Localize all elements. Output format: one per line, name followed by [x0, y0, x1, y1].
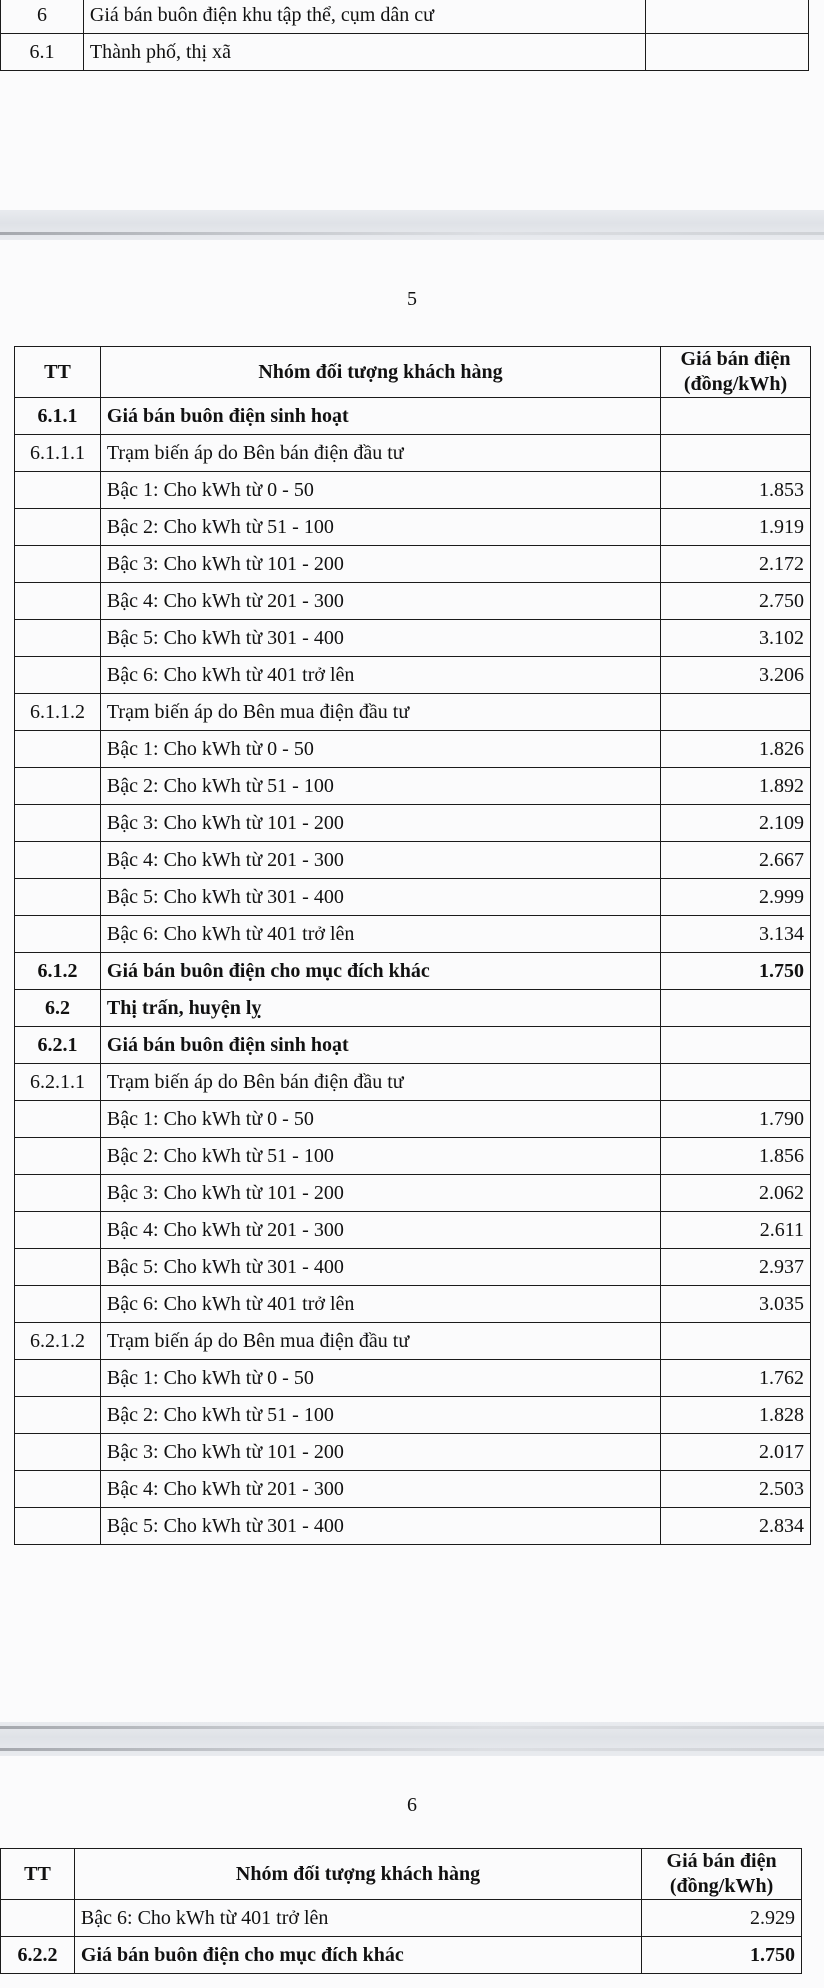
row-price: 1.853 [661, 472, 811, 509]
row-tt [15, 657, 101, 694]
row-tt [15, 1249, 101, 1286]
row-tt [15, 1434, 101, 1471]
table-row [15, 731, 811, 768]
price-table [0, 1848, 802, 1974]
row-tt: 6.1.1.1 [15, 435, 101, 472]
row-customer-group: Bậc 1: Cho kWh từ 0 - 50 [100, 1360, 660, 1397]
table-row [15, 953, 811, 990]
row-customer-group: Thị trấn, huyện lỵ [100, 990, 660, 1027]
row-tt [15, 583, 101, 620]
row-customer-group: Trạm biến áp do Bên mua điện đầu tư [100, 694, 660, 731]
row-tt [15, 1138, 101, 1175]
row-tt: 6.1 [1, 34, 84, 71]
page-5 [0, 240, 824, 1722]
row-price: 1.750 [661, 953, 811, 990]
row-customer-group: Bậc 5: Cho kWh từ 301 - 400 [100, 1508, 660, 1545]
row-tt: 6.2.1 [15, 1027, 101, 1064]
table-row [15, 694, 811, 731]
table-row [15, 768, 811, 805]
table-row [1, 34, 809, 71]
row-price: 2.172 [661, 546, 811, 583]
row-price [661, 694, 811, 731]
row-tt [15, 768, 101, 805]
table-row [1, 1937, 802, 1974]
row-tt: 6.2.1.2 [15, 1323, 101, 1360]
row-price: 3.102 [661, 620, 811, 657]
row-price: 2.062 [661, 1175, 811, 1212]
row-customer-group: Trạm biến áp do Bên bán điện đầu tư [100, 1064, 660, 1101]
row-price: 1.750 [642, 1937, 802, 1974]
row-customer-group: Giá bán buôn điện khu tập thể, cụm dân cư [83, 0, 645, 34]
row-tt [15, 546, 101, 583]
row-price [661, 398, 811, 435]
row-price [661, 990, 811, 1027]
row-price: 2.937 [661, 1249, 811, 1286]
table-row [15, 879, 811, 916]
page-fragment-top [0, 0, 824, 210]
row-customer-group: Bậc 1: Cho kWh từ 0 - 50 [100, 472, 660, 509]
row-tt [15, 1175, 101, 1212]
table-row [15, 546, 811, 583]
row-customer-group: Giá bán buôn điện cho mục đích khác [100, 953, 660, 990]
page-number: 5 [407, 288, 417, 310]
row-tt: 6 [1, 0, 84, 34]
table-row [15, 1323, 811, 1360]
header-customer-group: Nhóm đối tượng khách hàng [100, 347, 660, 398]
table-row [15, 1508, 811, 1545]
header-price [642, 1849, 802, 1900]
row-customer-group: Bậc 5: Cho kWh từ 301 - 400 [100, 879, 660, 916]
row-tt: 6.2.1.1 [15, 1064, 101, 1101]
table-row [15, 1471, 811, 1508]
row-customer-group: Bậc 3: Cho kWh từ 101 - 200 [100, 1175, 660, 1212]
header-tt: TT [1, 1849, 75, 1900]
row-customer-group: Bậc 6: Cho kWh từ 401 trở lên [100, 916, 660, 953]
row-customer-group: Bậc 2: Cho kWh từ 51 - 100 [100, 1397, 660, 1434]
row-tt: 6.2 [15, 990, 101, 1027]
row-tt [15, 879, 101, 916]
header-price-line2: (đồng/kWh) [669, 1875, 774, 1897]
row-customer-group: Bậc 2: Cho kWh từ 51 - 100 [100, 768, 660, 805]
table-row [15, 1138, 811, 1175]
row-tt [15, 620, 101, 657]
table-row [15, 1286, 811, 1323]
row-tt [15, 805, 101, 842]
row-customer-group: Bậc 1: Cho kWh từ 0 - 50 [100, 731, 660, 768]
row-customer-group: Bậc 4: Cho kWh từ 201 - 300 [100, 842, 660, 879]
row-price: 3.134 [661, 916, 811, 953]
row-customer-group: Bậc 2: Cho kWh từ 51 - 100 [100, 509, 660, 546]
row-tt [15, 916, 101, 953]
row-tt: 6.2.2 [1, 1937, 75, 1974]
table-row [15, 1027, 811, 1064]
table-row [15, 657, 811, 694]
row-price [661, 435, 811, 472]
row-customer-group: Bậc 6: Cho kWh từ 401 trở lên [100, 1286, 660, 1323]
table-row [15, 842, 811, 879]
row-price: 2.750 [661, 583, 811, 620]
row-customer-group: Bậc 3: Cho kWh từ 101 - 200 [100, 546, 660, 583]
row-price [661, 1027, 811, 1064]
table-row [1, 1900, 802, 1937]
table-header-row [1, 1849, 802, 1900]
row-price: 1.856 [661, 1138, 811, 1175]
row-tt [15, 1508, 101, 1545]
page-number: 6 [407, 1794, 417, 1816]
row-customer-group: Giá bán buôn điện sinh hoạt [100, 398, 660, 435]
row-price: 2.611 [661, 1212, 811, 1249]
row-price: 1.790 [661, 1101, 811, 1138]
table-header-row [15, 347, 811, 398]
row-customer-group: Bậc 5: Cho kWh từ 301 - 400 [100, 1249, 660, 1286]
table-row [15, 1434, 811, 1471]
row-price: 2.667 [661, 842, 811, 879]
row-customer-group: Trạm biến áp do Bên bán điện đầu tư [100, 435, 660, 472]
page-6 [0, 1756, 824, 1988]
row-price: 1.828 [661, 1397, 811, 1434]
row-customer-group: Bậc 3: Cho kWh từ 101 - 200 [100, 1434, 660, 1471]
table-row [15, 1397, 811, 1434]
row-tt [1, 1900, 75, 1937]
row-price: 2.929 [642, 1900, 802, 1937]
row-price: 2.109 [661, 805, 811, 842]
table-row [15, 1175, 811, 1212]
header-price-line1: Giá bán điện [666, 1850, 777, 1872]
header-price-line2: (đồng/kWh) [683, 373, 788, 395]
table-row [15, 805, 811, 842]
table-row [15, 583, 811, 620]
row-price: 1.892 [661, 768, 811, 805]
row-tt [15, 1101, 101, 1138]
table-row [15, 916, 811, 953]
row-price: 1.826 [661, 731, 811, 768]
row-price: 2.017 [661, 1434, 811, 1471]
table-row [15, 398, 811, 435]
header-customer-group: Nhóm đối tượng khách hàng [74, 1849, 641, 1900]
table-row [1, 0, 809, 34]
row-tt [15, 842, 101, 879]
row-price: 2.834 [661, 1508, 811, 1545]
row-customer-group: Bậc 6: Cho kWh từ 401 trở lên [100, 657, 660, 694]
row-customer-group: Bậc 4: Cho kWh từ 201 - 300 [100, 1471, 660, 1508]
page-separator [0, 210, 824, 240]
row-price: 1.762 [661, 1360, 811, 1397]
row-price: 2.503 [661, 1471, 811, 1508]
row-tt: 6.1.1 [15, 398, 101, 435]
row-tt: 6.1.1.2 [15, 694, 101, 731]
page-separator [0, 1722, 824, 1756]
row-customer-group: Bậc 4: Cho kWh từ 201 - 300 [100, 583, 660, 620]
header-price-line1: Giá bán điện [680, 348, 791, 370]
row-price [646, 34, 809, 71]
row-customer-group: Bậc 6: Cho kWh từ 401 trở lên [74, 1900, 641, 1937]
table-row [15, 1064, 811, 1101]
row-customer-group: Bậc 2: Cho kWh từ 51 - 100 [100, 1138, 660, 1175]
row-tt [15, 1471, 101, 1508]
table-row [15, 1212, 811, 1249]
table-row [15, 990, 811, 1027]
row-price: 1.919 [661, 509, 811, 546]
row-tt [15, 472, 101, 509]
table-row [15, 1360, 811, 1397]
row-customer-group: Trạm biến áp do Bên mua điện đầu tư [100, 1323, 660, 1360]
row-customer-group: Thành phố, thị xã [83, 34, 645, 71]
price-table-fragment [0, 0, 809, 71]
table-row [15, 1249, 811, 1286]
row-tt [15, 1212, 101, 1249]
row-price: 3.035 [661, 1286, 811, 1323]
table-row [15, 1101, 811, 1138]
price-table [14, 346, 811, 1545]
header-price [661, 347, 811, 398]
row-customer-group: Giá bán buôn điện cho mục đích khác [74, 1937, 641, 1974]
row-customer-group: Bậc 4: Cho kWh từ 201 - 300 [100, 1212, 660, 1249]
row-price: 2.999 [661, 879, 811, 916]
row-customer-group: Bậc 5: Cho kWh từ 301 - 400 [100, 620, 660, 657]
row-tt [15, 1286, 101, 1323]
row-customer-group: Bậc 3: Cho kWh từ 101 - 200 [100, 805, 660, 842]
table-row [15, 620, 811, 657]
row-customer-group: Giá bán buôn điện sinh hoạt [100, 1027, 660, 1064]
row-customer-group: Bậc 1: Cho kWh từ 0 - 50 [100, 1101, 660, 1138]
row-tt [15, 731, 101, 768]
row-tt [15, 1397, 101, 1434]
table-row [15, 435, 811, 472]
row-price [661, 1323, 811, 1360]
row-tt [15, 509, 101, 546]
row-tt: 6.1.2 [15, 953, 101, 990]
row-price [646, 0, 809, 34]
row-tt [15, 1360, 101, 1397]
row-price: 3.206 [661, 657, 811, 694]
header-tt: TT [15, 347, 101, 398]
table-row [15, 472, 811, 509]
row-price [661, 1064, 811, 1101]
table-row [15, 509, 811, 546]
